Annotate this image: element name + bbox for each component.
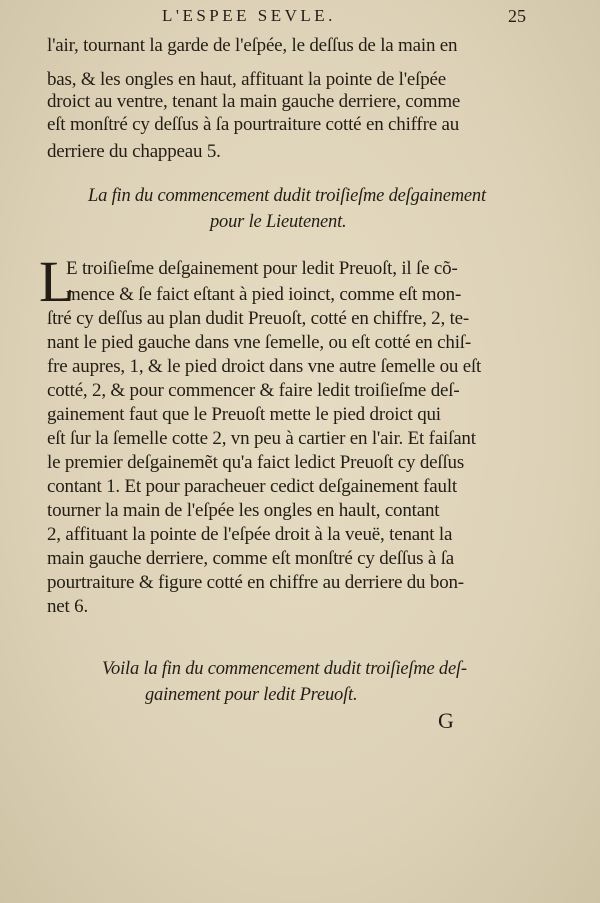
text-line: contant 1. Et pour paracheuer cedict deſgainement fault	[47, 476, 457, 497]
text-line: fre aupres, 1, & le pied droict dans vne autre ſemelle ou eſt	[47, 356, 482, 377]
text-line: pourtraiture & figure cotté en chiffre au derriere du bon-	[47, 572, 464, 593]
section-heading-line: gainement pour ledit Preuoſt.	[145, 685, 358, 705]
drop-capital: L	[39, 249, 75, 314]
section-heading-line: pour le Lieutenent.	[210, 212, 347, 232]
text-line: main gauche derriere, comme eſt monſtré cy deſſus à ſa	[47, 548, 455, 569]
text-line: eſt monſtré cy deſſus à ſa pourtraiture cotté en chiffre au	[47, 114, 460, 135]
page-number: 25	[508, 6, 526, 26]
section-heading-line: Voila la fin du commencement dudit troiſieſme deſ-	[102, 659, 467, 679]
text-line: eſt ſur la ſemelle cotte 2, vn peu à cartier en l'air. Et faiſant	[47, 428, 476, 449]
text-line: net 6.	[47, 596, 89, 617]
text-line: tourner la main de l'eſpée les ongles en hault, contant	[47, 500, 440, 521]
text-line: nant le pied gauche dans vne ſemelle, ou eſt cotté en chiſ-	[47, 332, 471, 353]
text-line: l'air, tournant la garde de l'eſpée, le deſſus de la main en	[47, 35, 458, 56]
text-line: cotté, 2, & pour commencer & faire ledit troiſieſme deſ-	[47, 380, 460, 401]
section-heading-line: La fin du commencement dudit troiſieſme deſgainement	[88, 186, 486, 206]
running-title: L'ESPEE SEVLE.	[162, 6, 336, 25]
text-line: droict au ventre, tenant la main gauche derriere, comme	[47, 91, 461, 112]
signature-mark: G	[438, 708, 454, 733]
text-line: derriere du chappeau 5.	[47, 141, 221, 162]
text-line: 2, affituant la pointe de l'eſpée droit à la veuë, tenant la	[47, 524, 453, 545]
text-line: ſtré cy deſſus au plan dudit Preuoſt, cotté en chiffre, 2, te-	[47, 308, 470, 329]
text-line: mence & ſe faict eſtant à pied ioinct, comme eſt mon-	[66, 284, 462, 305]
text-line: gainement faut que le Preuoſt mette le pied droict qui	[47, 404, 441, 425]
text-line: bas, & les ongles en haut, affituant la pointe de l'eſpée	[47, 69, 446, 90]
text-line: le premier deſgainemẽt qu'a faict ledict Preuoſt cy deſſus	[47, 452, 465, 473]
text-line: E troiſieſme deſgainement pour ledit Preuoſt, il ſe cõ-	[66, 258, 458, 279]
